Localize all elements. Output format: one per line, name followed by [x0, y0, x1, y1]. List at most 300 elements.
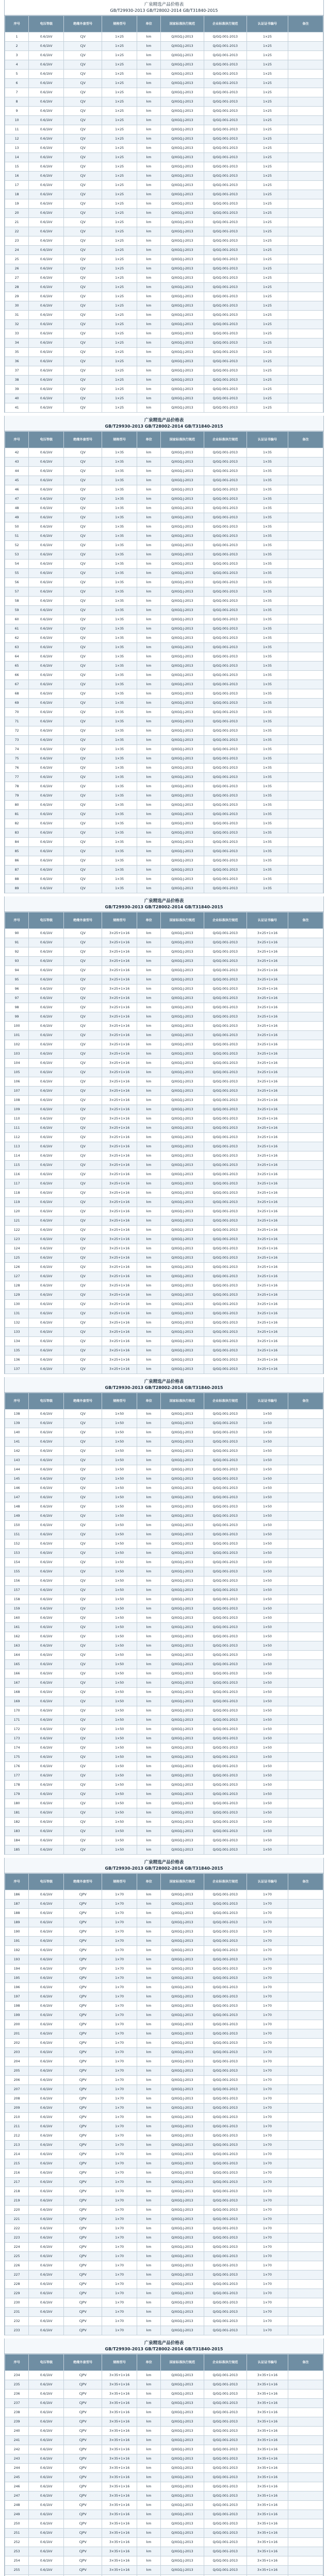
table-cell: 1×25	[102, 385, 137, 394]
table-cell: 1×35	[102, 606, 137, 615]
column-header: 认证证书编号	[247, 16, 288, 32]
table-cell	[288, 457, 323, 467]
table-cell: km	[137, 79, 161, 88]
table-cell: Q/XGQ.J-2013	[161, 42, 204, 51]
table-cell: 157	[5, 1586, 29, 1595]
table-cell: 1×50	[247, 1669, 288, 1679]
table-cell: Q/XGQ.J-2013	[161, 1410, 204, 1419]
table-cell: CJV	[64, 1022, 102, 1031]
table-cell: 3×25+1×16	[102, 1365, 137, 1374]
table-cell: 1×50	[247, 1743, 288, 1753]
table-cell: 0.6/1kV	[29, 966, 64, 975]
table-cell: 210	[5, 2113, 29, 2122]
table-cell: 1×35	[247, 550, 288, 560]
table-cell: Q/GQ.001-2013	[204, 2280, 247, 2289]
table-cell: 3×35+1×16	[247, 2510, 288, 2519]
table-row	[5, 1614, 323, 1623]
table-row	[5, 1142, 323, 1151]
table-cell	[288, 1641, 323, 1651]
table-cell: Q/GQ.001-2013	[204, 2482, 247, 2492]
table-cell: 187	[5, 1900, 29, 1909]
table-cell: Q/GQ.001-2013	[204, 1179, 247, 1189]
table-cell: 1×50	[247, 1762, 288, 1771]
table-row	[5, 60, 323, 70]
table-cell: 75	[5, 754, 29, 764]
table-cell: 118	[5, 1189, 29, 1198]
table-row	[5, 311, 323, 320]
table-cell: 1×50	[102, 1502, 137, 1512]
table-cell: km	[137, 283, 161, 292]
table-cell: 0.6/1kV	[29, 1521, 64, 1530]
table-cell: Q/GQ.001-2013	[204, 236, 247, 246]
table-cell	[288, 838, 323, 847]
table-cell: 0.6/1kV	[29, 1226, 64, 1235]
table-cell: CJPV	[64, 2261, 102, 2270]
table-cell: CJPV	[64, 1909, 102, 1918]
table-cell: 3×35+1×16	[102, 2454, 137, 2464]
table-cell: 5	[5, 70, 29, 79]
table-cell: 3×25+1×16	[247, 1291, 288, 1300]
table-row	[5, 1586, 323, 1595]
table-cell: CJV	[64, 1207, 102, 1216]
table-cell: 202	[5, 2039, 29, 2048]
table-cell: Q/XGQ.J-2013	[161, 1447, 204, 1456]
table-cell: 0.6/1kV	[29, 810, 64, 819]
table-cell: 1×35	[102, 569, 137, 578]
table-cell: km	[137, 2048, 161, 2057]
table-cell: Q/GQ.001-2013	[204, 606, 247, 615]
table-cell: 0.6/1kV	[29, 1688, 64, 1697]
table-cell: km	[137, 1567, 161, 1577]
table-cell: 0.6/1kV	[29, 671, 64, 680]
table-cell: CJV	[64, 754, 102, 764]
table-cell: CJV	[64, 60, 102, 70]
table-cell: Q/XGQ.J-2013	[161, 1549, 204, 1558]
table-cell: 1×35	[102, 522, 137, 532]
table-cell: km	[137, 994, 161, 1003]
table-cell: 0.6/1kV	[29, 1743, 64, 1753]
table-cell: km	[137, 2252, 161, 2261]
table-cell: 0.6/1kV	[29, 264, 64, 274]
table-cell: CJPV	[64, 2538, 102, 2547]
table-cell: 0.6/1kV	[29, 929, 64, 938]
table-cell	[288, 2168, 323, 2178]
table-cell: km	[137, 97, 161, 107]
table-row	[5, 1291, 323, 1300]
table-cell: Q/GQ.001-2013	[204, 1790, 247, 1799]
table-cell: 0.6/1kV	[29, 1077, 64, 1087]
table-cell: Q/GQ.001-2013	[204, 246, 247, 255]
table-cell	[288, 1521, 323, 1530]
table-cell: CJPV	[64, 2168, 102, 2178]
table-cell: Q/XGQ.J-2013	[161, 448, 204, 457]
table-cell: 1×50	[102, 1716, 137, 1725]
table-cell: 1×50	[102, 1669, 137, 1679]
table-row	[5, 1688, 323, 1697]
table-cell	[288, 1022, 323, 1031]
table-cell: 3×25+1×16	[102, 985, 137, 994]
table-cell: km	[137, 764, 161, 773]
table-cell: CJV	[64, 1365, 102, 1374]
table-cell: 0.6/1kV	[29, 513, 64, 522]
table-cell: km	[137, 2224, 161, 2233]
table-cell: Q/GQ.001-2013	[204, 2131, 247, 2141]
table-cell: 1×50	[247, 1539, 288, 1549]
table-cell: 3×35+1×16	[247, 2501, 288, 2510]
table-cell: CJV	[64, 957, 102, 966]
table-cell	[288, 1437, 323, 1447]
table-row	[5, 2261, 323, 2270]
table-cell: 19	[5, 199, 29, 209]
table-cell: 0.6/1kV	[29, 2538, 64, 2547]
table-cell	[288, 643, 323, 652]
table-cell: 1×50	[247, 1781, 288, 1790]
table-cell: 0.6/1kV	[29, 1096, 64, 1105]
table-cell: km	[137, 2308, 161, 2317]
table-cell: 17	[5, 181, 29, 190]
table-cell: 0.6/1kV	[29, 782, 64, 791]
table-cell: km	[137, 1031, 161, 1040]
table-cell: 1×25	[102, 172, 137, 181]
table-row	[5, 2408, 323, 2417]
table-row	[5, 1087, 323, 1096]
table-cell: 1×35	[247, 801, 288, 810]
table-cell: CJV	[64, 1410, 102, 1419]
table-row	[5, 2252, 323, 2261]
table-cell: Q/XGQ.J-2013	[161, 1992, 204, 2002]
table-cell	[288, 689, 323, 699]
table-cell: km	[137, 1604, 161, 1614]
table-cell: km	[137, 1170, 161, 1179]
table-cell: Q/XGQ.J-2013	[161, 2233, 204, 2243]
table-cell: 60	[5, 615, 29, 624]
table-row	[5, 2057, 323, 2066]
column-header: 序号	[5, 1393, 29, 1410]
table-cell: CJV	[64, 522, 102, 532]
table-cell: Q/GQ.001-2013	[204, 1512, 247, 1521]
table-cell: 3×35+1×16	[247, 2445, 288, 2454]
table-cell: 8	[5, 97, 29, 107]
column-header: 序号	[5, 16, 29, 32]
table-row	[5, 2308, 323, 2317]
table-cell: Q/GQ.001-2013	[204, 70, 247, 79]
table-cell: CJV	[64, 209, 102, 218]
table-cell: CJV	[64, 884, 102, 893]
table-cell	[288, 1836, 323, 1845]
table-cell: Q/GQ.001-2013	[204, 1124, 247, 1133]
table-cell: 1×50	[247, 1836, 288, 1845]
table-cell: km	[137, 1734, 161, 1743]
table-cell: 237	[5, 2399, 29, 2408]
table-cell: 22	[5, 227, 29, 236]
table-cell	[288, 357, 323, 366]
table-cell	[288, 1502, 323, 1512]
table-cell: CJV	[64, 162, 102, 172]
table-cell: 1×25	[247, 190, 288, 199]
table-cell: km	[137, 1909, 161, 1918]
table-cell: km	[137, 1946, 161, 1955]
table-cell: 1×25	[247, 366, 288, 376]
table-row	[5, 2473, 323, 2482]
table-cell: CJV	[64, 1614, 102, 1623]
column-header: 认证证书编号	[247, 1874, 288, 1890]
table-cell: 0.6/1kV	[29, 828, 64, 838]
table-row	[5, 2317, 323, 2326]
table-cell: 1×70	[247, 2178, 288, 2187]
table-cell: 24	[5, 246, 29, 255]
table-cell	[288, 1281, 323, 1291]
table-cell: Q/XGQ.J-2013	[161, 1012, 204, 1022]
table-cell: 3×35+1×16	[102, 2519, 137, 2529]
table-cell: CJV	[64, 51, 102, 60]
table-row	[5, 70, 323, 79]
table-cell: 1×70	[102, 2066, 137, 2076]
table-cell	[288, 1909, 323, 1918]
table-cell: 0.6/1kV	[29, 1475, 64, 1484]
table-cell: km	[137, 1133, 161, 1142]
table-cell: Q/XGQ.J-2013	[161, 1300, 204, 1309]
table-cell: 3×35+1×16	[102, 2436, 137, 2445]
table-cell: 1×35	[247, 708, 288, 717]
table-cell: 0.6/1kV	[29, 957, 64, 966]
table-cell: 0.6/1kV	[29, 348, 64, 357]
table-cell: 133	[5, 1328, 29, 1337]
table-cell: km	[137, 1207, 161, 1216]
table-cell	[288, 875, 323, 884]
table-cell: CJV	[64, 329, 102, 338]
table-cell: Q/XGQ.J-2013	[161, 2131, 204, 2141]
table-cell: km	[137, 1012, 161, 1022]
table-row	[5, 662, 323, 671]
table-cell: 3×25+1×16	[247, 1198, 288, 1207]
table-cell: 1×35	[102, 634, 137, 643]
table-row	[5, 1762, 323, 1771]
table-cell: Q/GQ.001-2013	[204, 2039, 247, 2048]
table-cell: Q/GQ.001-2013	[204, 578, 247, 587]
table-cell: 0.6/1kV	[29, 2556, 64, 2566]
table-cell: 37	[5, 366, 29, 376]
table-cell: 1×70	[102, 2187, 137, 2196]
column-header: 规格型号	[102, 1874, 137, 1890]
table-cell: km	[137, 2113, 161, 2122]
table-cell: 0.6/1kV	[29, 2289, 64, 2298]
table-cell: 0.6/1kV	[29, 532, 64, 541]
table-cell: 170	[5, 1706, 29, 1716]
table-row	[5, 1244, 323, 1253]
table-cell: CJV	[64, 634, 102, 643]
table-cell: 1×50	[247, 1447, 288, 1456]
table-cell: CJV	[64, 550, 102, 560]
table-row	[5, 1484, 323, 1493]
table-cell: 1×25	[247, 181, 288, 190]
table-cell: 0.6/1kV	[29, 606, 64, 615]
table-cell: Q/GQ.001-2013	[204, 2436, 247, 2445]
table-cell: Q/GQ.001-2013	[204, 495, 247, 504]
table-row	[5, 652, 323, 662]
table-cell: 1×35	[247, 875, 288, 884]
table-cell: CJPV	[64, 1992, 102, 2002]
table-cell: 1×35	[247, 448, 288, 457]
table-cell: km	[137, 578, 161, 587]
table-row	[5, 485, 323, 495]
table-row	[5, 1955, 323, 1964]
table-cell: km	[137, 1781, 161, 1790]
table-cell: km	[137, 2454, 161, 2464]
table-cell: Q/XGQ.J-2013	[161, 1771, 204, 1781]
table-cell: 1×25	[102, 134, 137, 144]
table-cell: 0.6/1kV	[29, 726, 64, 736]
table-cell: CJV	[64, 107, 102, 116]
table-cell: 1×25	[247, 292, 288, 301]
table-cell: 3×35+1×16	[102, 2473, 137, 2482]
table-cell: 1×50	[247, 1799, 288, 1808]
table-cell: 1×35	[247, 560, 288, 569]
table-cell: Q/XGQ.J-2013	[161, 116, 204, 125]
table-cell: km	[137, 218, 161, 227]
table-cell: 15	[5, 162, 29, 172]
table-cell: 1×70	[102, 2104, 137, 2113]
table-cell: 142	[5, 1447, 29, 1456]
table-cell: CJV	[64, 866, 102, 875]
table-cell: Q/GQ.001-2013	[204, 2141, 247, 2150]
table-cell: km	[137, 541, 161, 550]
table-cell: CJPV	[64, 2445, 102, 2454]
table-cell: 1×50	[102, 1595, 137, 1604]
table-cell: km	[137, 2206, 161, 2215]
table-cell: 0.6/1kV	[29, 1539, 64, 1549]
table-cell: Q/XGQ.J-2013	[161, 125, 204, 134]
table-cell: Q/GQ.001-2013	[204, 1207, 247, 1216]
section-title: 广泉精选产品价格表	[5, 1377, 323, 1385]
table-cell: 65	[5, 662, 29, 671]
table-cell: 101	[5, 1031, 29, 1040]
table-cell: Q/GQ.001-2013	[204, 1595, 247, 1604]
table-cell: Q/GQ.001-2013	[204, 1068, 247, 1077]
table-cell: 0.6/1kV	[29, 2002, 64, 2011]
table-cell: CJV	[64, 1142, 102, 1151]
table-cell: 3×25+1×16	[102, 1318, 137, 1328]
table-row	[5, 338, 323, 348]
table-cell: 0.6/1kV	[29, 181, 64, 190]
table-cell: 0.6/1kV	[29, 2020, 64, 2029]
table-cell	[288, 1049, 323, 1059]
table-cell: 244	[5, 2464, 29, 2473]
table-cell: 76	[5, 764, 29, 773]
table-cell: Q/XGQ.J-2013	[161, 1207, 204, 1216]
table-cell: Q/GQ.001-2013	[204, 2233, 247, 2243]
table-cell: 1×35	[247, 652, 288, 662]
table-cell: km	[137, 866, 161, 875]
table-cell: Q/GQ.001-2013	[204, 1697, 247, 1706]
table-cell: Q/XGQ.J-2013	[161, 403, 204, 413]
table-cell: 1×50	[102, 1753, 137, 1762]
table-cell: Q/GQ.001-2013	[204, 476, 247, 485]
table-cell: 1×35	[247, 866, 288, 875]
table-cell: CJV	[64, 791, 102, 801]
table-cell: 0.6/1kV	[29, 1567, 64, 1577]
table-cell: 1×35	[247, 736, 288, 745]
table-row	[5, 2270, 323, 2280]
table-cell: Q/XGQ.J-2013	[161, 587, 204, 597]
table-cell: CJV	[64, 1567, 102, 1577]
table-row	[5, 1114, 323, 1124]
table-cell: CJV	[64, 125, 102, 134]
table-cell: 1×70	[247, 2326, 288, 2335]
table-cell: CJPV	[64, 2029, 102, 2039]
table-cell: 143	[5, 1456, 29, 1465]
table-cell: 0.6/1kV	[29, 689, 64, 699]
table-cell: 0.6/1kV	[29, 1207, 64, 1216]
table-row	[5, 875, 323, 884]
table-cell: 0.6/1kV	[29, 2159, 64, 2168]
table-row	[5, 2039, 323, 2048]
table-cell: km	[137, 773, 161, 782]
table-cell: 254	[5, 2556, 29, 2566]
table-cell: CJPV	[64, 2243, 102, 2252]
table-cell: 13	[5, 144, 29, 153]
table-cell	[288, 2057, 323, 2066]
table-cell: 1×35	[102, 624, 137, 634]
table-cell: 116	[5, 1170, 29, 1179]
table-cell: CJPV	[64, 2094, 102, 2104]
table-cell: Q/GQ.001-2013	[204, 2066, 247, 2076]
table-cell: CJV	[64, 1189, 102, 1198]
table-cell	[288, 550, 323, 560]
table-cell: km	[137, 274, 161, 283]
table-cell	[288, 1716, 323, 1725]
table-cell: 1×25	[247, 199, 288, 209]
table-cell: km	[137, 1595, 161, 1604]
table-cell: 1×35	[102, 699, 137, 708]
table-cell: 1×35	[102, 819, 137, 828]
table-cell	[288, 1309, 323, 1318]
table-cell	[288, 1927, 323, 1937]
table-cell	[288, 2104, 323, 2113]
table-cell	[288, 2122, 323, 2131]
table-cell: km	[137, 2399, 161, 2408]
table-cell: 3×25+1×16	[102, 1253, 137, 1263]
table-cell: Q/GQ.001-2013	[204, 2464, 247, 2473]
table-cell: 1×50	[247, 1549, 288, 1558]
table-cell	[288, 1456, 323, 1465]
section-title: 广泉精选产品价格表	[5, 896, 323, 904]
table-cell: 221	[5, 2215, 29, 2224]
table-cell: CJV	[64, 1577, 102, 1586]
table-cell: km	[137, 1799, 161, 1808]
table-cell: km	[137, 1808, 161, 1818]
table-cell: 1×25	[102, 181, 137, 190]
table-cell: 3×25+1×16	[247, 1133, 288, 1142]
table-cell: 71	[5, 717, 29, 726]
table-cell: 0.6/1kV	[29, 1753, 64, 1762]
table-cell: CJV	[64, 181, 102, 190]
table-row	[5, 495, 323, 504]
table-cell: 0.6/1kV	[29, 2326, 64, 2335]
table-cell: 125	[5, 1253, 29, 1263]
table-cell: 3×25+1×16	[247, 929, 288, 938]
table-cell: Q/XGQ.J-2013	[161, 513, 204, 522]
table-cell: Q/XGQ.J-2013	[161, 532, 204, 541]
table-cell: 1×70	[102, 2048, 137, 2057]
table-cell: Q/GQ.001-2013	[204, 1428, 247, 1437]
table-cell: Q/XGQ.J-2013	[161, 975, 204, 985]
table-cell: 1×50	[102, 1697, 137, 1706]
column-header: 电压等级	[29, 1874, 64, 1890]
table-cell: Q/XGQ.J-2013	[161, 2168, 204, 2178]
table-cell: 1×35	[102, 532, 137, 541]
table-cell: 0.6/1kV	[29, 1410, 64, 1419]
table-cell: 1×35	[247, 597, 288, 606]
